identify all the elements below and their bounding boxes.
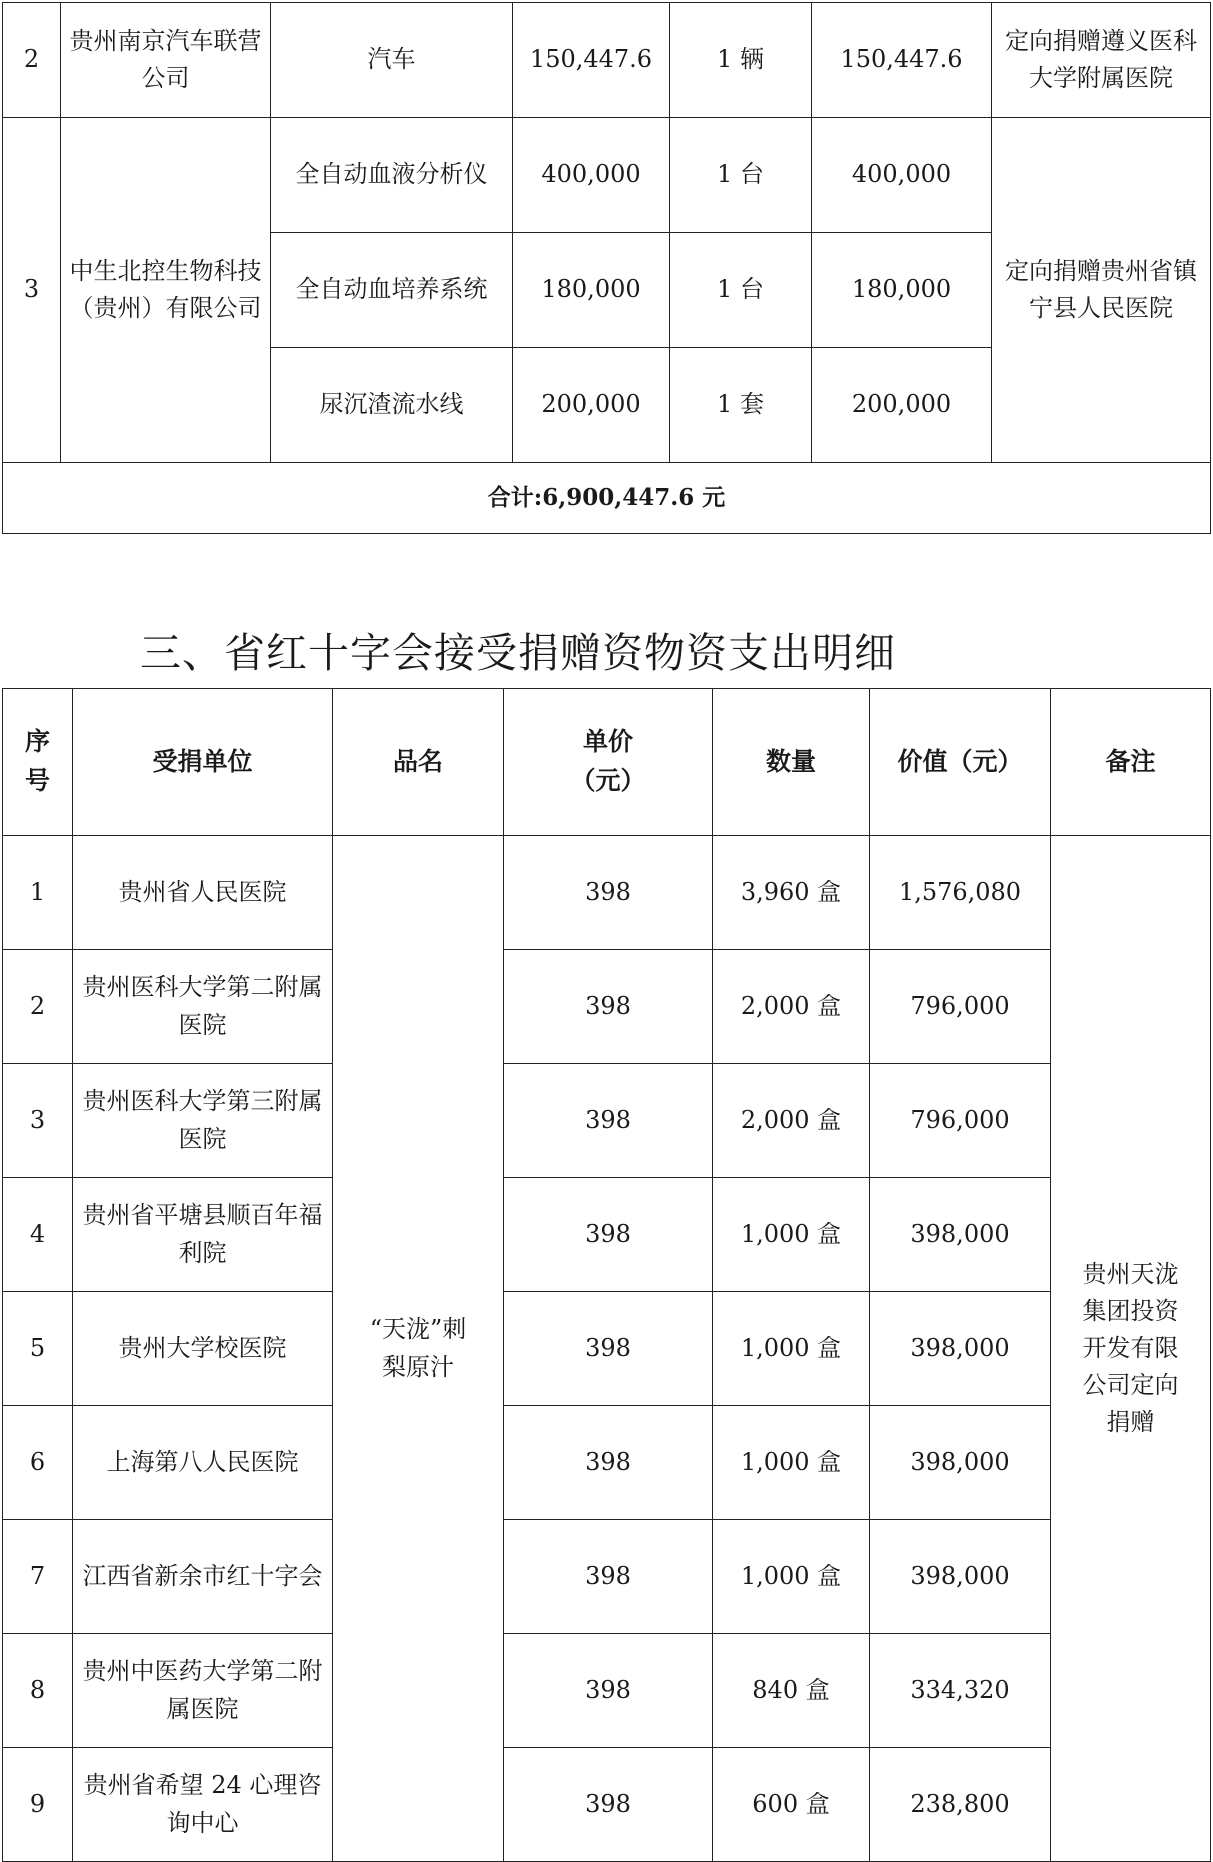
row-number: 9 [3, 1748, 73, 1862]
item-name: 全自动血培养系统 [271, 233, 513, 348]
unit-price: 398 [504, 1064, 713, 1178]
item-name: 全自动血液分析仪 [271, 118, 513, 233]
note: 贵州天泷集团投资开发有限公司定向捐赠 [1051, 836, 1211, 1862]
header-unit: 受捐单位 [73, 689, 333, 836]
quantity: 840 盒 [713, 1634, 870, 1748]
value: 398,000 [870, 1292, 1051, 1406]
quantity: 600 盒 [713, 1748, 870, 1862]
value: 398,000 [870, 1520, 1051, 1634]
row-number: 3 [3, 118, 61, 463]
note: 定向捐赠贵州省镇宁县人民医院 [992, 118, 1211, 463]
header-quantity: 数量 [713, 689, 870, 836]
value: 398,000 [870, 1178, 1051, 1292]
expenditure-table [2, 688, 1211, 1862]
value: 400,000 [812, 118, 992, 233]
item-name: 汽车 [271, 3, 513, 118]
section-title: 三、省红十字会接受捐赠资物资支出明细 [140, 629, 896, 677]
recipient-unit: 贵州中医药大学第二附属医院 [73, 1634, 333, 1748]
row-number: 3 [3, 1064, 73, 1178]
header-number: 序号 [3, 689, 73, 836]
table-row [3, 1292, 1211, 1406]
table-row [3, 1406, 1211, 1520]
recipient-unit: 江西省新余市红十字会 [73, 1520, 333, 1634]
table-row [3, 836, 1211, 950]
quantity: 1,000 盒 [713, 1178, 870, 1292]
donation-table-continued [2, 2, 1211, 534]
recipient-unit: 贵州省人民医院 [73, 836, 333, 950]
row-number: 5 [3, 1292, 73, 1406]
unit-price: 398 [504, 1748, 713, 1862]
quantity: 1 台 [670, 233, 812, 348]
quantity: 1,000 盒 [713, 1406, 870, 1520]
unit-price: 398 [504, 836, 713, 950]
total-row [3, 463, 1211, 534]
value: 796,000 [870, 950, 1051, 1064]
table-row [3, 1634, 1211, 1748]
quantity: 3,960 盒 [713, 836, 870, 950]
unit-price: 398 [504, 1292, 713, 1406]
value: 238,800 [870, 1748, 1051, 1862]
header-note: 备注 [1051, 689, 1211, 836]
value: 796,000 [870, 1064, 1051, 1178]
header-price: 单价（元） [504, 689, 713, 836]
table-row [3, 1178, 1211, 1292]
row-number: 7 [3, 1520, 73, 1634]
note: 定向捐赠遵义医科大学附属医院 [992, 3, 1211, 118]
row-number: 6 [3, 1406, 73, 1520]
table-row [3, 1520, 1211, 1634]
value: 180,000 [812, 233, 992, 348]
table-row [3, 1748, 1211, 1862]
header-item: 品名 [333, 689, 504, 836]
item-name: “天泷”刺梨原汁 [333, 836, 504, 1862]
unit-price: 398 [504, 1520, 713, 1634]
value: 334,320 [870, 1634, 1051, 1748]
unit-price: 400,000 [513, 118, 670, 233]
quantity: 1,000 盒 [713, 1292, 870, 1406]
row-number: 4 [3, 1178, 73, 1292]
table-row [3, 3, 1211, 118]
recipient-unit: 上海第八人民医院 [73, 1406, 333, 1520]
donor-unit: 中生北控生物科技（贵州）有限公司 [61, 118, 271, 463]
recipient-unit: 贵州省希望 24 心理咨询中心 [73, 1748, 333, 1862]
table-row [3, 1064, 1211, 1178]
unit-price: 150,447.6 [513, 3, 670, 118]
table-row [3, 950, 1211, 1064]
donor-unit: 贵州南京汽车联营公司 [61, 3, 271, 118]
quantity: 1 台 [670, 118, 812, 233]
row-number: 2 [3, 3, 61, 118]
row-number: 1 [3, 836, 73, 950]
quantity: 2,000 盒 [713, 1064, 870, 1178]
recipient-unit: 贵州医科大学第三附属医院 [73, 1064, 333, 1178]
item-name: 尿沉渣流水线 [271, 348, 513, 463]
recipient-unit: 贵州大学校医院 [73, 1292, 333, 1406]
quantity: 1 辆 [670, 3, 812, 118]
unit-price: 180,000 [513, 233, 670, 348]
table-row [3, 118, 1211, 233]
recipient-unit: 贵州医科大学第二附属医院 [73, 950, 333, 1064]
total-amount: 合计:6,900,447.6 元 [3, 463, 1211, 534]
value: 150,447.6 [812, 3, 992, 118]
header-row [3, 689, 1211, 836]
value: 1,576,080 [870, 836, 1051, 950]
header-value: 价值（元） [870, 689, 1051, 836]
row-number: 8 [3, 1634, 73, 1748]
unit-price: 398 [504, 1178, 713, 1292]
quantity: 1 套 [670, 348, 812, 463]
unit-price: 200,000 [513, 348, 670, 463]
unit-price: 398 [504, 1634, 713, 1748]
quantity: 2,000 盒 [713, 950, 870, 1064]
recipient-unit: 贵州省平塘县顺百年福利院 [73, 1178, 333, 1292]
unit-price: 398 [504, 950, 713, 1064]
quantity: 1,000 盒 [713, 1520, 870, 1634]
value: 200,000 [812, 348, 992, 463]
unit-price: 398 [504, 1406, 713, 1520]
row-number: 2 [3, 950, 73, 1064]
value: 398,000 [870, 1406, 1051, 1520]
